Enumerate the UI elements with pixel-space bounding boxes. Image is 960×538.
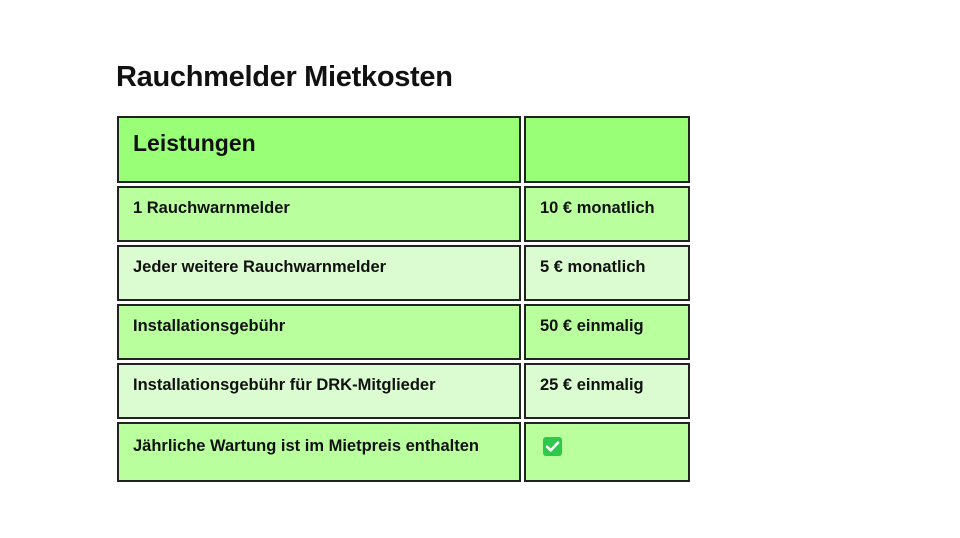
- price-cell: [524, 304, 690, 360]
- table-row: [117, 422, 690, 482]
- table-row: [117, 245, 690, 301]
- table-header-cell-price: [524, 116, 690, 183]
- price-label: 10 € monatlich: [540, 199, 655, 217]
- price-cell: [524, 245, 690, 301]
- table-header-cell-services: [117, 116, 521, 183]
- table-header-label: Leistungen: [133, 130, 256, 156]
- table-row: [117, 186, 690, 242]
- table-row: [117, 304, 690, 360]
- pricing-table: [117, 116, 690, 485]
- price-cell: [524, 363, 690, 419]
- service-cell: [117, 245, 521, 301]
- price-cell: [524, 422, 690, 482]
- service-label: Installationsgebühr für DRK-Mitglieder: [133, 376, 436, 394]
- price-label: 25 € einmalig: [540, 376, 644, 394]
- service-cell: [117, 422, 521, 482]
- price-label: 50 € einmalig: [540, 317, 644, 335]
- page-title: Rauchmelder Mietkosten: [116, 61, 453, 93]
- price-cell: [524, 186, 690, 242]
- service-label: Jeder weitere Rauchwarnmelder: [133, 258, 387, 276]
- service-label: 1 Rauchwarnmelder: [133, 199, 290, 217]
- service-label: Jährliche Wartung ist im Mietpreis enthalten: [133, 437, 479, 455]
- price-label: 5 € monatlich: [540, 258, 646, 276]
- service-label: Installationsgebühr: [133, 317, 286, 335]
- service-cell: [117, 363, 521, 419]
- table-row: [117, 363, 690, 419]
- table-header-row: [117, 116, 690, 183]
- service-cell: [117, 186, 521, 242]
- check-mark-icon: [543, 437, 562, 456]
- service-cell: [117, 304, 521, 360]
